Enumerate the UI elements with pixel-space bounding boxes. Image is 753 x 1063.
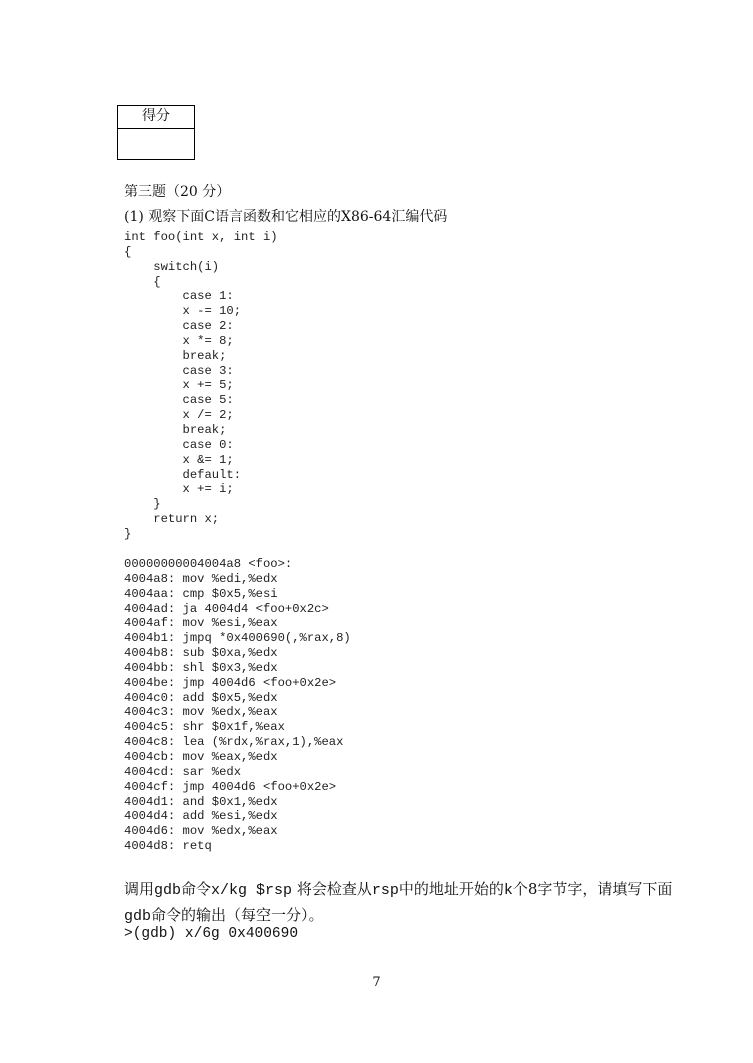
asm-code-line: 4004c3: mov %edx,%eax — [124, 705, 278, 720]
asm-code-line: 4004d4: add %esi,%edx — [124, 809, 278, 824]
question-title: 第三题（20 分） — [124, 184, 231, 200]
c-code-line: case 1: — [124, 289, 234, 304]
asm-code-line: 4004c8: lea (%rdx,%rax,1),%eax — [124, 735, 344, 750]
asm-code-line: 4004cb: mov %eax,%edx — [124, 749, 278, 764]
c-code-block — [124, 230, 278, 542]
c-code-line: break; — [124, 348, 227, 363]
asm-code-line: 4004cf: jmp 4004d6 <foo+0x2e> — [124, 779, 337, 794]
asm-code-line: 4004d6: mov %edx,%eax — [124, 824, 278, 839]
instruction-mono: gdb — [154, 882, 182, 899]
asm-code-line: 4004cd: sar %edx — [124, 764, 242, 779]
score-box — [117, 105, 195, 160]
question-subtitle: (1) 观察下面C语言函数和它相应的X86-64汇编代码 — [124, 209, 448, 225]
c-code-line: break; — [124, 422, 227, 437]
c-code-line: default: — [124, 467, 242, 482]
asm-code-line: 4004b8: sub $0xa,%edx — [124, 646, 278, 661]
instruction-mono: rsp — [371, 882, 399, 899]
asm-code-line: 4004aa: cmp $0x5,%esi — [124, 586, 278, 601]
instruction-text: 个8字节字，请填写下面 — [512, 880, 673, 898]
instruction-text: 命令 — [181, 880, 212, 898]
asm-code-line: 4004d1: and $0x1,%edx — [124, 794, 278, 809]
c-code-line: x -= 10; — [124, 304, 242, 319]
asm-code-line: 4004c0: add $0x5,%edx — [124, 690, 278, 705]
score-label: 得分 — [118, 106, 194, 129]
instruction-text: 调用 — [124, 880, 155, 898]
c-code-line: x += i; — [124, 482, 234, 497]
c-code-line: case 0: — [124, 437, 234, 452]
asm-code-line: 00000000004004a8 <foo>: — [124, 557, 293, 571]
asm-code-line: 4004b1: jmpq *0x400690(,%rax,8) — [124, 631, 351, 646]
asm-code-line: 4004af: mov %esi,%eax — [124, 616, 278, 631]
c-code-line: x &= 1; — [124, 452, 234, 467]
asm-code-block — [124, 557, 351, 854]
instruction-text: 将会检查从 — [292, 880, 372, 898]
instruction-mono: k — [503, 882, 513, 899]
c-code-line: } — [124, 497, 161, 512]
asm-code-line: 4004a8: mov %edi,%edx — [124, 571, 278, 586]
instruction-text: 中的地址开始的 — [398, 880, 504, 898]
c-code-line: case 5: — [124, 393, 234, 408]
c-code-line: case 2: — [124, 319, 234, 334]
c-code-line: x *= 8; — [124, 333, 234, 348]
asm-code-line: 4004c5: shr $0x1f,%eax — [124, 720, 285, 735]
instruction-paragraph — [124, 877, 684, 929]
c-code-line: return x; — [124, 512, 220, 527]
instruction-text: 命令的输出（每空一分）。 — [151, 906, 324, 924]
c-code-line: { — [124, 274, 161, 289]
c-code-line: x += 5; — [124, 378, 234, 393]
c-code-line: x /= 2; — [124, 408, 234, 423]
gdb-command: >(gdb) x/6g 0x400690 — [124, 926, 299, 942]
c-code-line: } — [124, 526, 132, 541]
asm-code-line: 4004ad: ja 4004d4 <foo+0x2c> — [124, 601, 329, 616]
c-code-line: { — [124, 244, 132, 259]
instruction-mono: x/kg $rsp — [211, 882, 293, 899]
asm-code-line: 4004bb: shl $0x3,%edx — [124, 660, 278, 675]
c-code-line: int foo(int x, int i) — [124, 230, 278, 244]
page-number: 7 — [372, 975, 381, 990]
asm-code-line: 4004be: jmp 4004d6 <foo+0x2e> — [124, 675, 337, 690]
c-code-line: switch(i) — [124, 259, 220, 274]
c-code-line: case 3: — [124, 363, 234, 378]
asm-code-line: 4004d8: retq — [124, 839, 212, 854]
instruction-mono: gdb — [124, 908, 152, 925]
